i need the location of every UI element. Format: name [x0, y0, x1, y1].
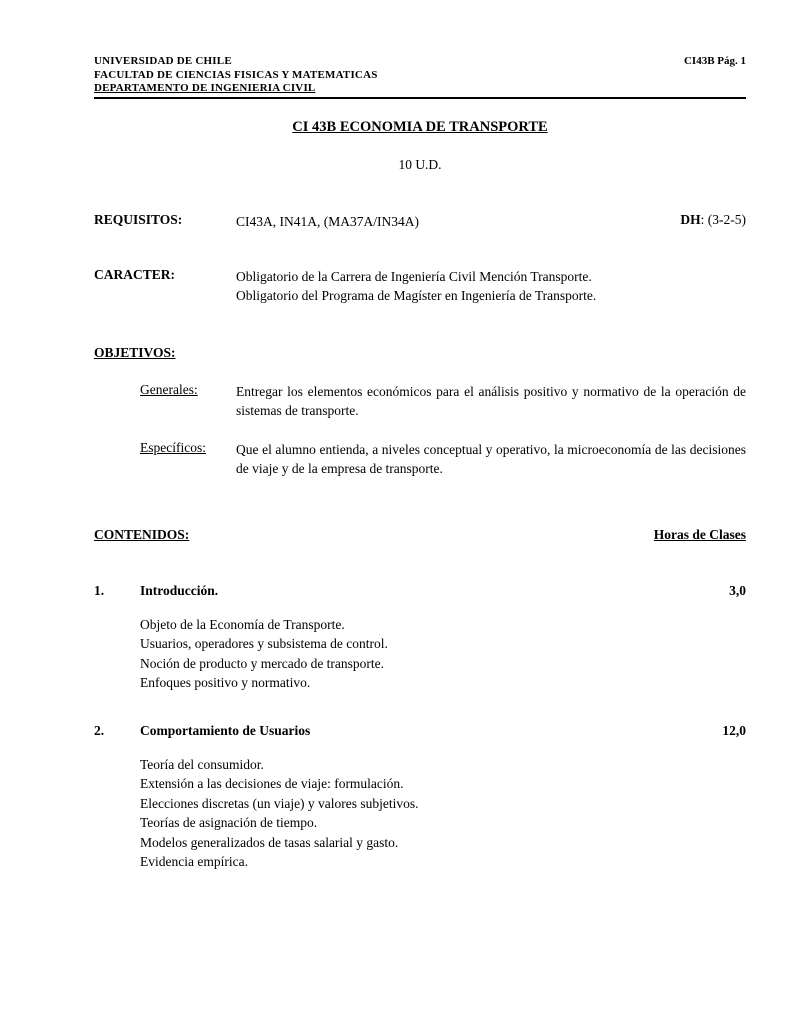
section-header: [94, 723, 746, 739]
section-title: Introducción.: [140, 582, 219, 598]
section-item: Evidencia empírica.: [140, 854, 248, 869]
especificos-label: [140, 440, 236, 479]
requisitos-value: CI43A, IN41A, (MA37A/IN34A): [236, 213, 419, 229]
course-title: [94, 119, 746, 136]
objetivos-generales-row: [94, 382, 746, 421]
section-items: [94, 615, 746, 693]
institution-block: [94, 55, 378, 96]
institution-university: UNIVERSIDAD DE CHILE: [94, 55, 232, 67]
section-item: Modelos generalizados de tasas salarial y gasto.: [140, 834, 399, 850]
caracter-line: Obligatorio del Programa de Magíster en Ingeniería de Transporte.: [236, 288, 597, 303]
generales-text: Entregar los elementos económicos para el análisis positivo y normativo de la operación de sistemas de transporte.: [236, 383, 746, 418]
institution-faculty: FACULTAD DE CIENCIAS FISICAS Y MATEMATICAS: [94, 68, 378, 81]
section-header: [94, 583, 746, 599]
requisitos-label: REQUISITOS:: [94, 211, 183, 227]
contenidos-heading: CONTENIDOS:: [94, 526, 190, 542]
content-section-2: [94, 723, 746, 872]
section-item: Extensión a las decisiones de viaje: formulación.: [140, 776, 404, 791]
hours-header: Horas de Clases: [653, 526, 746, 542]
objetivos-especificos-row: [94, 440, 746, 479]
dh-value: [680, 212, 746, 231]
institution-department: DEPARTAMENTO DE INGENIERIA CIVIL: [94, 82, 316, 94]
section-item: Usuarios, operadores y subsistema de control.: [140, 636, 388, 651]
section-item: Teoría del consumidor.: [140, 756, 264, 772]
generales-label: [140, 382, 236, 421]
content-section-1: [94, 583, 746, 693]
section-item: Objeto de la Economía de Transporte.: [140, 616, 345, 632]
especificos-text: Que el alumno entienda, a niveles conceptual y operativo, la microeconomía de las decisiones de viaje y de la empresa de transporte.: [236, 441, 746, 476]
section-hours: 3,0: [729, 582, 746, 598]
contenidos-heading-row: [94, 527, 746, 543]
document-header: [94, 55, 746, 99]
objetivos-heading-text: OBJETIVOS:: [94, 344, 176, 360]
requisitos-row: [94, 212, 746, 231]
section-item: Teorías de asignación de tiempo.: [140, 815, 318, 830]
course-title-text: CI 43B ECONOMIA DE TRANSPORTE: [292, 118, 548, 135]
section-item: Noción de producto y mercado de transporte.: [140, 655, 385, 671]
page-reference: CI43B Pág. 1: [683, 55, 746, 67]
dh-label: DH: [680, 211, 701, 227]
caracter-row: [94, 267, 746, 306]
caracter-line: Obligatorio de la Carrera de Ingeniería Civil Mención Transporte.: [236, 268, 592, 284]
section-item: Elecciones discretas (un viaje) y valores subjetivos.: [140, 795, 419, 811]
section-number: 1.: [94, 582, 105, 598]
objetivos-heading: [94, 345, 746, 361]
caracter-label: CARACTER:: [94, 266, 175, 282]
dh-detail: : (3-2-5): [700, 211, 746, 227]
especificos-label-text: Específicos:: [140, 439, 206, 455]
section-items: [94, 755, 746, 872]
section-number: 2.: [94, 722, 105, 738]
generales-label-text: Generales:: [140, 381, 198, 397]
section-hours: 12,0: [722, 722, 746, 738]
section-title: Comportamiento de Usuarios: [140, 722, 311, 738]
section-item: Enfoques positivo y normativo.: [140, 675, 311, 690]
caracter-value: [236, 267, 746, 306]
course-credits: 10 U.D.: [398, 156, 442, 172]
